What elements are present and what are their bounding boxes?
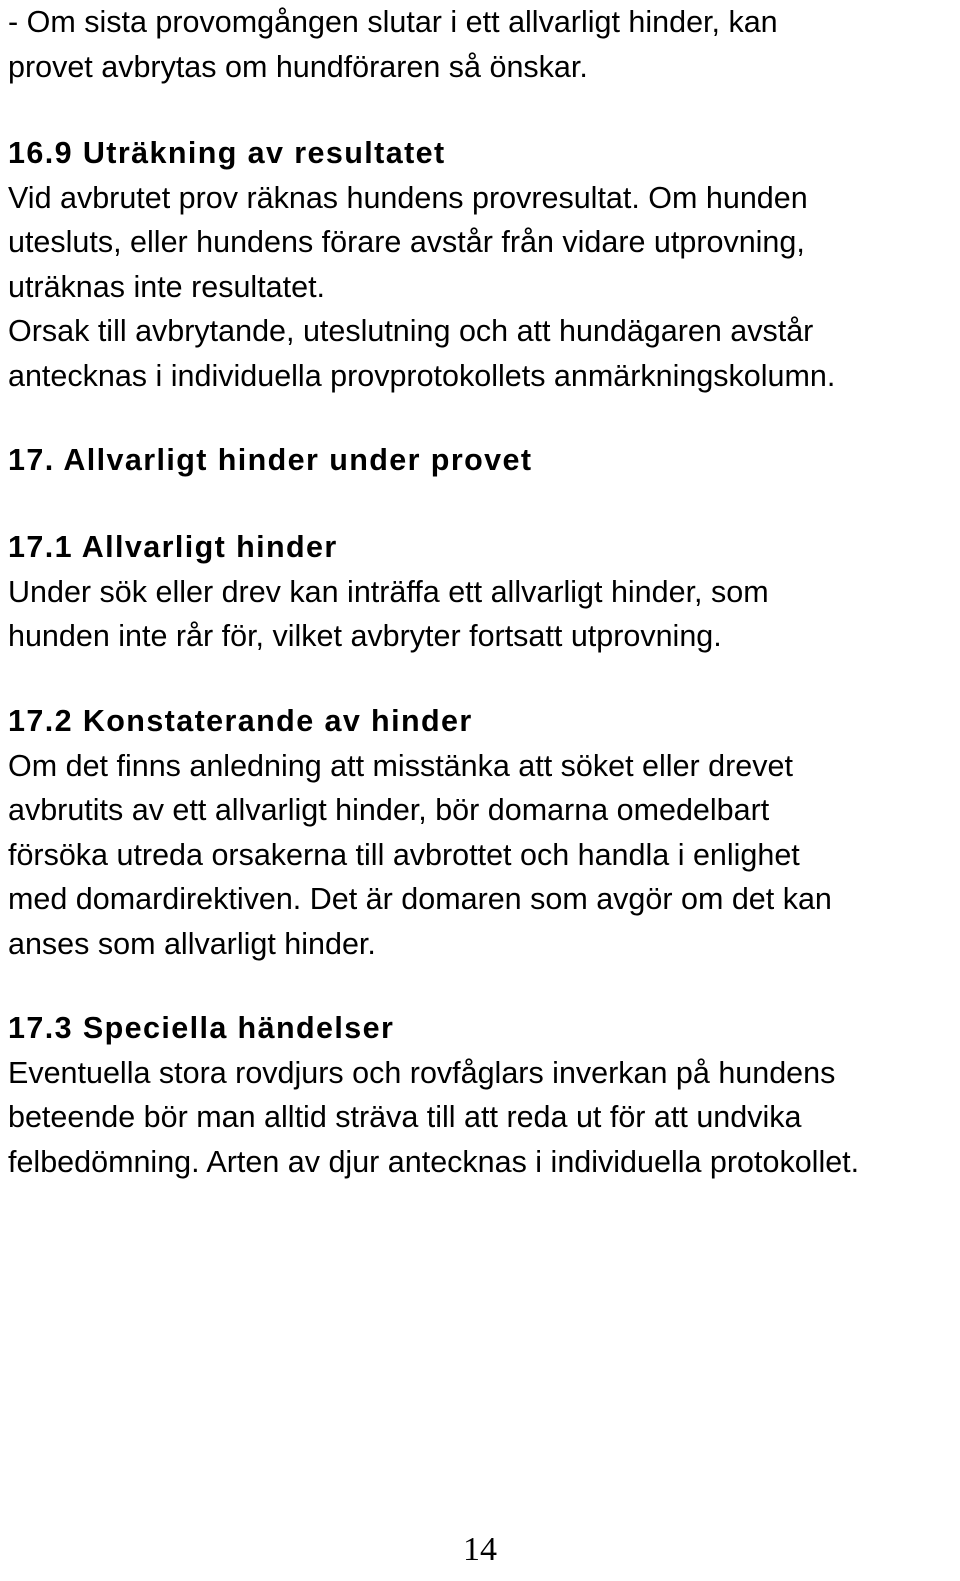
- text-line: uträknas inte resultatet.: [8, 269, 326, 304]
- text-line: beteende bör man alltid sträva till att reda ut för att undvika: [8, 1100, 802, 1134]
- text-line: - Om sista provomgången slutar i ett allvarligt hinder, kan: [8, 5, 778, 39]
- text-line: Under sök eller drev kan inträffa ett allvarligt hinder, som: [8, 574, 769, 609]
- section-17-2: [8, 699, 954, 966]
- page-number: 14: [463, 1531, 497, 1568]
- text-line: med domardirektiven. Det är domaren som avgör om det kan: [8, 882, 832, 916]
- section-17-1: [8, 525, 954, 659]
- text-line: felbedömning. Arten av djur antecknas i individuella protokollet.: [8, 1144, 860, 1179]
- text-line: anses som allvarligt hinder.: [8, 926, 376, 961]
- section-heading: 16.9 Uträkning av resultatet: [8, 136, 446, 170]
- text-line: Om det finns anledning att misstänka att söket eller drevet: [8, 748, 793, 783]
- text-line: provet avbrytas om hundföraren så önskar.: [8, 49, 588, 84]
- text-line: försöka utreda orsakerna till avbrottet och handla i enlighet: [8, 837, 800, 872]
- text-line: Eventuella stora rovdjurs och rovfåglars inverkan på hundens: [8, 1055, 836, 1090]
- section-heading: 17.2 Konstaterande av hinder: [8, 704, 473, 738]
- section-heading: 17.1 Allvarligt hinder: [8, 530, 338, 564]
- text-line: utesluts, eller hundens förare avstår från vidare utprovning,: [8, 225, 805, 259]
- text-line: Vid avbrutet prov räknas hundens provresultat. Om hunden: [8, 180, 808, 215]
- chapter-heading: 17. Allvarligt hinder under provet: [8, 443, 533, 477]
- text-line: hunden inte rår för, vilket avbryter fortsatt utprovning.: [8, 619, 722, 653]
- section-heading: 17.3 Speciella händelser: [8, 1011, 395, 1045]
- text-line: antecknas i individuella provprotokollets anmärkningskolumn.: [8, 358, 836, 393]
- section-17: [8, 438, 954, 483]
- text-line: avbrutits av ett allvarligt hinder, bör domarna omedelbart: [8, 793, 770, 827]
- intro-paragraph: [8, 0, 954, 89]
- text-line: Orsak till avbrytande, uteslutning och att hundägaren avstår: [8, 314, 814, 348]
- section-17-3: [8, 1006, 954, 1184]
- section-16-9: [8, 131, 954, 398]
